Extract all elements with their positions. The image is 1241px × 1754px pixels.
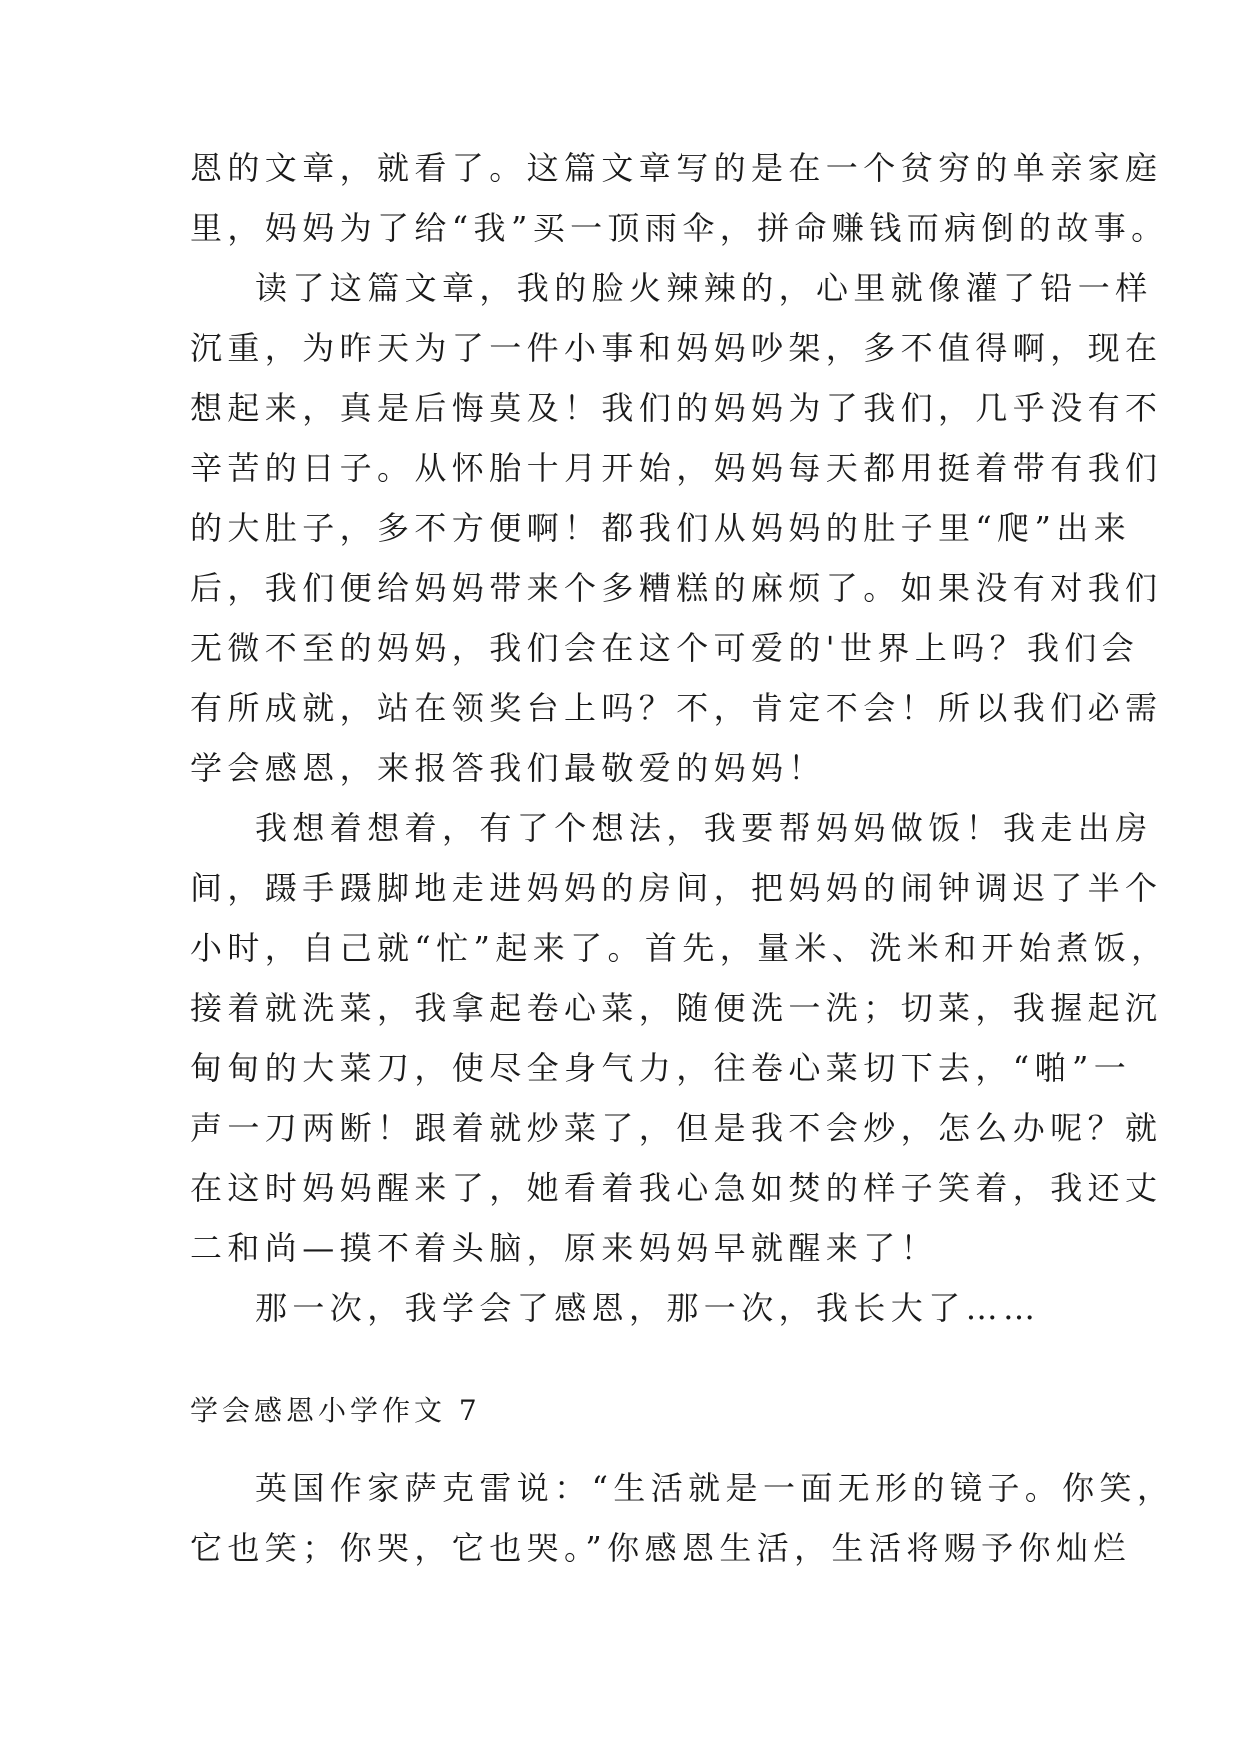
text-line: 我想着想着，有了个想法，我要帮妈妈做饭！我走出房 (255, 809, 1153, 847)
text-line: 学会感恩，来报答我们最敬爱的妈妈！ (190, 749, 826, 787)
text-line: 的大肚子，多不方便啊！都我们从妈妈的肚子里“爬”出来 (190, 509, 1132, 547)
text-line: 恩的文章，就看了。这篇文章写的是在一个贫穷的单亲家庭 (190, 149, 1163, 187)
text-line: 它也笑；你哭，它也哭。”你感恩生活，生活将赐予你灿烂 (190, 1529, 1131, 1567)
section-heading: 学会感恩小学作文 7 (190, 1394, 481, 1427)
text-line: 里，妈妈为了给“我”买一顶雨伞，拼命赚钱而病倒的故事。 (190, 209, 1169, 247)
text-line: 辛苦的日子。从怀胎十月开始，妈妈每天都用挺着带有我们 (190, 449, 1163, 487)
text-line: 在这时妈妈醒来了，她看着我心急如焚的样子笑着，我还丈 (190, 1169, 1163, 1207)
text-line: 有所成就，站在领奖台上吗？不，肯定不会！所以我们必需 (190, 689, 1163, 727)
text-line: 甸甸的大菜刀，使尽全身气力，往卷心菜切下去，“啪”一 (190, 1049, 1132, 1087)
text-line: 无微不至的妈妈，我们会在这个可爱的'世界上吗？我们会 (190, 629, 1140, 667)
text-line: 那一次，我学会了感恩，那一次，我长大了…… (255, 1289, 1041, 1327)
text-line: 二和尚—摸不着头脑，原来妈妈早就醒来了！ (190, 1229, 939, 1267)
text-line: 间，蹑手蹑脚地走进妈妈的房间，把妈妈的闹钟调迟了半个 (190, 869, 1163, 907)
text-line: 想起来，真是后悔莫及！我们的妈妈为了我们，几乎没有不 (190, 389, 1163, 427)
text-line: 后，我们便给妈妈带来个多糟糕的麻烦了。如果没有对我们 (190, 569, 1163, 607)
text-line: 读了这篇文章，我的脸火辣辣的，心里就像灌了铅一样 (255, 269, 1153, 307)
text-line: 沉重，为昨天为了一件小事和妈妈吵架，多不值得啊，现在 (190, 329, 1163, 367)
text-line: 英国作家萨克雷说：“生活就是一面无形的镜子。你笑， (255, 1469, 1175, 1507)
text-line: 小时，自己就“忙”起来了。首先，量米、洗米和开始煮饭， (190, 929, 1169, 967)
text-line: 声一刀两断！跟着就炒菜了，但是我不会炒，怎么办呢？就 (190, 1109, 1163, 1147)
text-line: 接着就洗菜，我拿起卷心菜，随便洗一洗；切菜，我握起沉 (190, 989, 1163, 1027)
